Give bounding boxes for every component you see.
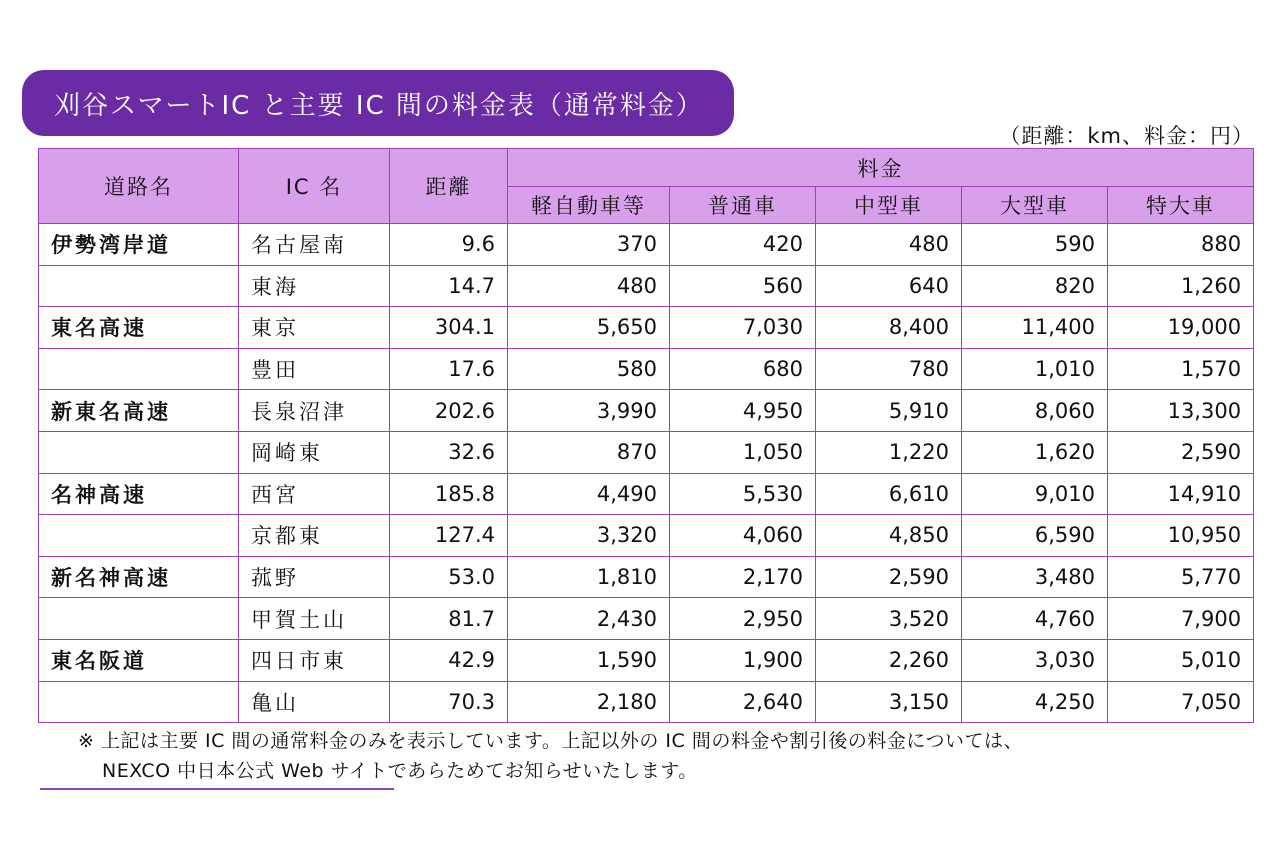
table-row xyxy=(39,348,1254,390)
fare-cell: 590 xyxy=(962,224,1108,266)
table-row xyxy=(39,307,1254,349)
fare-cell: 1,900 xyxy=(670,639,816,681)
ic-name-cell: 名古屋南 xyxy=(239,224,390,266)
fare-cell: 3,480 xyxy=(962,556,1108,598)
fare-cell: 870 xyxy=(508,431,670,473)
fare-cell: 6,590 xyxy=(962,515,1108,557)
fare-cell: 420 xyxy=(670,224,816,266)
header-class-regular: 普通車 xyxy=(670,187,816,224)
fare-cell: 1,010 xyxy=(962,348,1108,390)
fare-cell: 1,810 xyxy=(508,556,670,598)
fare-cell: 3,150 xyxy=(816,681,962,723)
fare-cell: 9,010 xyxy=(962,473,1108,515)
title-banner xyxy=(22,70,734,136)
table-row xyxy=(39,431,1254,473)
fare-cell: 3,030 xyxy=(962,639,1108,681)
fare-cell: 2,180 xyxy=(508,681,670,723)
fare-cell: 5,010 xyxy=(1108,639,1254,681)
road-name-cell: 東名阪道 xyxy=(39,639,239,681)
ic-name-cell: 豊田 xyxy=(239,348,390,390)
fare-cell: 820 xyxy=(962,265,1108,307)
ic-name-cell: 甲賀土山 xyxy=(239,598,390,640)
fare-cell: 2,170 xyxy=(670,556,816,598)
ic-name-cell: 西宮 xyxy=(239,473,390,515)
fare-cell: 4,760 xyxy=(962,598,1108,640)
table-row xyxy=(39,473,1254,515)
fare-cell: 1,220 xyxy=(816,431,962,473)
ic-name-cell: 亀山 xyxy=(239,681,390,723)
distance-cell: 185.8 xyxy=(390,473,508,515)
fare-cell: 1,590 xyxy=(508,639,670,681)
fare-cell: 2,640 xyxy=(670,681,816,723)
table-row xyxy=(39,390,1254,432)
fare-cell: 1,570 xyxy=(1108,348,1254,390)
distance-cell: 17.6 xyxy=(390,348,508,390)
fare-cell: 640 xyxy=(816,265,962,307)
fare-cell: 4,250 xyxy=(962,681,1108,723)
divider xyxy=(40,788,394,790)
fare-cell: 3,520 xyxy=(816,598,962,640)
fare-cell: 560 xyxy=(670,265,816,307)
fare-cell: 4,850 xyxy=(816,515,962,557)
fare-cell: 13,300 xyxy=(1108,390,1254,432)
fare-cell: 5,770 xyxy=(1108,556,1254,598)
distance-cell: 9.6 xyxy=(390,224,508,266)
ic-name-cell: 京都東 xyxy=(239,515,390,557)
fare-cell: 10,950 xyxy=(1108,515,1254,557)
fare-cell: 2,590 xyxy=(816,556,962,598)
fare-cell: 480 xyxy=(816,224,962,266)
fare-cell: 370 xyxy=(508,224,670,266)
road-name-cell: 名神高速 xyxy=(39,473,239,515)
ic-name-cell: 東京 xyxy=(239,307,390,349)
fare-cell: 7,030 xyxy=(670,307,816,349)
fare-table xyxy=(38,148,1254,723)
road-name-cell xyxy=(39,265,239,307)
header-class-extra-large: 特大車 xyxy=(1108,187,1254,224)
distance-cell: 32.6 xyxy=(390,431,508,473)
header-distance: 距離 xyxy=(390,149,508,224)
fare-cell: 8,060 xyxy=(962,390,1108,432)
fare-cell: 680 xyxy=(670,348,816,390)
fare-cell: 5,530 xyxy=(670,473,816,515)
fare-cell: 5,910 xyxy=(816,390,962,432)
fare-cell: 4,950 xyxy=(670,390,816,432)
road-name-cell xyxy=(39,598,239,640)
fare-cell: 2,590 xyxy=(1108,431,1254,473)
table-row xyxy=(39,515,1254,557)
road-name-cell: 新名神高速 xyxy=(39,556,239,598)
road-name-cell xyxy=(39,515,239,557)
fare-cell: 2,950 xyxy=(670,598,816,640)
fare-cell: 6,610 xyxy=(816,473,962,515)
ic-name-cell: 岡崎東 xyxy=(239,431,390,473)
fare-cell: 580 xyxy=(508,348,670,390)
road-name-cell: 伊勢湾岸道 xyxy=(39,224,239,266)
fare-cell: 5,650 xyxy=(508,307,670,349)
distance-cell: 127.4 xyxy=(390,515,508,557)
fare-cell: 1,620 xyxy=(962,431,1108,473)
fare-cell: 1,050 xyxy=(670,431,816,473)
fare-cell: 11,400 xyxy=(962,307,1108,349)
fare-cell: 8,400 xyxy=(816,307,962,349)
footnote-line-2: NEXCO 中日本公式 Web サイトであらためてお知らせいたします。 xyxy=(102,760,698,782)
road-name-cell: 東名高速 xyxy=(39,307,239,349)
distance-cell: 14.7 xyxy=(390,265,508,307)
ic-name-cell: 長泉沼津 xyxy=(239,390,390,432)
footnote xyxy=(78,726,1023,786)
table-row xyxy=(39,265,1254,307)
fare-cell: 3,990 xyxy=(508,390,670,432)
fare-table-body xyxy=(39,224,1254,723)
unit-note: （距離：km、料金：円） xyxy=(999,124,1254,148)
fare-cell: 14,910 xyxy=(1108,473,1254,515)
fare-cell: 2,430 xyxy=(508,598,670,640)
road-name-cell xyxy=(39,348,239,390)
fare-cell: 19,000 xyxy=(1108,307,1254,349)
ic-name-cell: 東海 xyxy=(239,265,390,307)
header-road: 道路名 xyxy=(39,149,239,224)
header-class-medium: 中型車 xyxy=(816,187,962,224)
ic-name-cell: 四日市東 xyxy=(239,639,390,681)
distance-cell: 70.3 xyxy=(390,681,508,723)
distance-cell: 81.7 xyxy=(390,598,508,640)
fare-cell: 880 xyxy=(1108,224,1254,266)
distance-cell: 53.0 xyxy=(390,556,508,598)
road-name-cell xyxy=(39,681,239,723)
fare-cell: 7,050 xyxy=(1108,681,1254,723)
fare-cell: 480 xyxy=(508,265,670,307)
distance-cell: 42.9 xyxy=(390,639,508,681)
distance-cell: 202.6 xyxy=(390,390,508,432)
road-name-cell xyxy=(39,431,239,473)
table-row xyxy=(39,556,1254,598)
fare-cell: 7,900 xyxy=(1108,598,1254,640)
fare-cell: 780 xyxy=(816,348,962,390)
fare-cell: 3,320 xyxy=(508,515,670,557)
table-row xyxy=(39,681,1254,723)
table-row xyxy=(39,639,1254,681)
fare-cell: 4,060 xyxy=(670,515,816,557)
distance-cell: 304.1 xyxy=(390,307,508,349)
fare-cell: 1,260 xyxy=(1108,265,1254,307)
header-fare: 料金 xyxy=(508,149,1254,187)
page-title: 刈谷スマートIC と主要 IC 間の料金表（通常料金） xyxy=(54,90,704,121)
header-ic: IC 名 xyxy=(239,149,390,224)
table-row xyxy=(39,598,1254,640)
road-name-cell: 新東名高速 xyxy=(39,390,239,432)
header-class-large: 大型車 xyxy=(962,187,1108,224)
footnote-line-1: ※ 上記は主要 IC 間の通常料金のみを表示しています。上記以外の IC 間の料金や割引後の料金については、 xyxy=(78,730,1023,752)
ic-name-cell: 菰野 xyxy=(239,556,390,598)
fare-cell: 4,490 xyxy=(508,473,670,515)
header-class-kei: 軽自動車等 xyxy=(508,187,670,224)
fare-cell: 2,260 xyxy=(816,639,962,681)
table-row xyxy=(39,224,1254,266)
